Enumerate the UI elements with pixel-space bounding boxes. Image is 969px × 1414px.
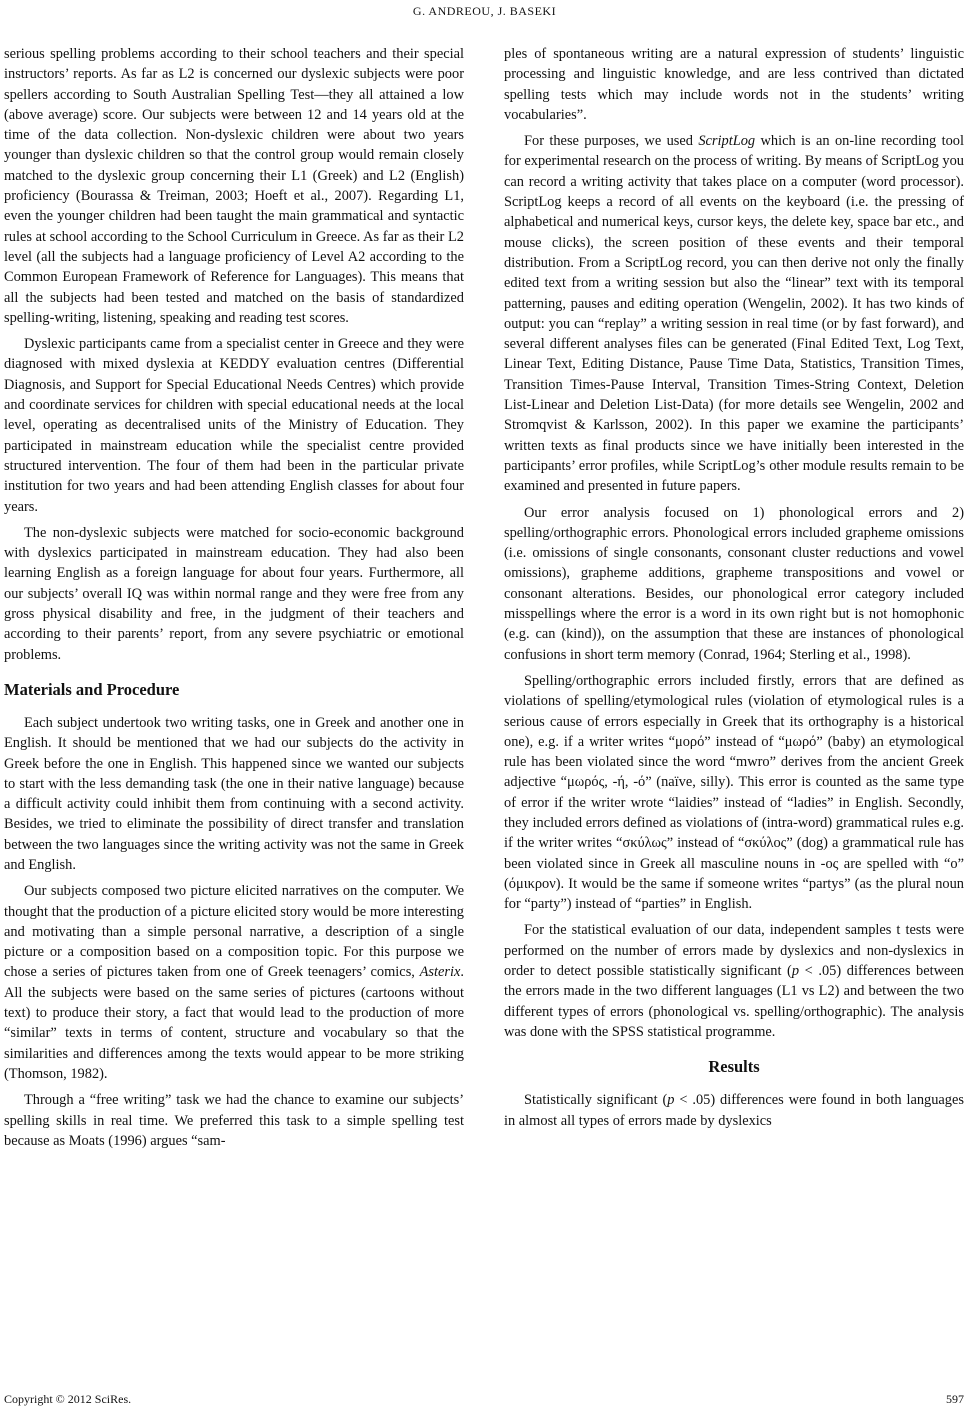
text-run: < .05) differences were found in both languages in almost all types of errors made by dyslexics: [504, 1092, 964, 1129]
paragraph: ples of spontaneous writing are a natural expression of students’ linguistic processing and linguistic knowledge, and are less contrived than dictated spelling tests which may include words not in the students’ writing vocabularies”.: [504, 46, 964, 123]
right-column: [504, 44, 964, 1137]
paragraph: [4, 881, 464, 1084]
page-footer: [4, 1392, 964, 1407]
copyright-notice: Copyright © 2012 SciRes.: [4, 1392, 132, 1406]
paragraph: [504, 920, 964, 1042]
section-heading-materials: Materials and Procedure: [4, 679, 180, 699]
text-run: < .05) differences between the errors made in the two different languages (L1 vs L2) and between the two different types of errors (phonological vs. spelling/orthographic). The analysis was done with the SPSS statistical programme.: [504, 963, 964, 1040]
paragraph: Each subject undertook two writing tasks, one in Greek and another one in English. It should be mentioned that we had our subjects do the activity in Greek before the one in English. This happened since we wanted our subjects to start with the less demanding task (the one in their native language) because a difficult activity could inhibit them from continuing with a second activity. Besides, we tried to eliminate the possibility of direct transfer and translation between the two languages since the writing activity was not the same in Greek and English.: [4, 714, 464, 873]
paragraph: Dyslexic participants came from a specialist center in Greece and they were diagnosed with mixed dyslexia at KEDDY evaluation centres (Differential Diagnosis, and Support for Special Educational Needs Centres) which provide and coordinate services for children with special educational needs at the local level, operating as decentralised units of the Ministry of Education. They participated in mainstream education while the specialist centre provided structured intervention. The four of them had been in the particular private institution for two years and had been attending English classes for about four years.: [4, 336, 464, 515]
text-run: For these purposes, we used: [524, 133, 699, 150]
italic-text: p: [667, 1092, 675, 1109]
italic-text: ScriptLog: [698, 133, 756, 150]
paragraph: Spelling/orthographic errors included firstly, errors that are defined as violations of spelling/etymological rules (violation of etymological rules is a serious cause of errors especially in Greek that its orthography is a historical one), e.g. if a writer writes “μορό” instead of “μωρό” (baby) an etymological rule has been violated since the word “mwro” derives from the ancient Greek adjective “μωρός, -ή, -ό” (naïve, silly). This error is counted as the same type of error if the writer wrote “laidies” instead of “ladies” in English. Secondly, they included errors defined as violations of (intra-word) grammatical rules e.g. if the writer writes “σκύλως” instead of “σκύλος” (dog) a grammatical rule has been violated since in Greek all masculine nouns in -ος are spelled with “ο” (όμικρον). It would be the same if someone writes “partys” (as the plural noun for “party”) instead of “parties” in English.: [504, 672, 964, 913]
italic-text: Asterix: [419, 964, 461, 981]
text-run: For the statistical evaluation of our data, independent samples t tests were performed on the number of errors made by dyslexics and non-dyslexics in order to detect possible statistically significant (: [504, 922, 964, 980]
italic-text: p: [791, 963, 800, 980]
left-column: [4, 44, 464, 1157]
section-heading-results: Results: [708, 1057, 760, 1077]
paragraph: [504, 1090, 964, 1131]
paragraph: The non-dyslexic subjects were matched for socio-economic background with dyslexics participated in mainstream education. They had also been learning English as a foreign language for about four years. Furthermore, all our subjects’ overall IQ was within normal range and they were free from any gross physical disability and free, in the judgment of their teachers and according to their parents’ report, from any severe psychiatric or emotional problems.: [4, 524, 464, 663]
paragraph: serious spelling problems according to their school teachers and their special instructors’ reports. As far as L2 is concerned our dyslexic subjects were poor spellers according to South Australian Spelling Test—they all attained a low (above average) score. Our subjects were between 12 and 14 years old at the time of the data collection. Non-dyslexic children were about two years younger than dyslexic children so that the control group would remain closely matched to the dyslexic group concerning their L1 (Greek) and L2 (English) proficiency (Bourassa & Treiman, 2003; Hoeft et al., 2007). Regarding L1, even the younger children had been taught the main grammatical and syntactic rules at school according to the School Curriculum in Greece. As far as their L2 level (all the subjects had a language proficiency of Level A2 according to the Common European Framework of Reference for Languages). This means that all the subjects had been tested and matched on the basis of standardized spelling-writing, listening, speaking and reading test scores.: [4, 46, 464, 326]
running-head: G. ANDREOU, J. BASEKI: [412, 4, 557, 18]
text-run: Statistically significant (: [524, 1092, 668, 1109]
paragraph: Through a “free writing” task we had the chance to examine our subjects’ spelling skills in real time. We preferred this task to a simple spelling test because as Moats (1996) argues “sam-: [4, 1092, 464, 1149]
text-run: . All the subjects were based on the same series of pictures (cartoons without text) to produce their story, a fact that would lead to the production of more “similar” texts in terms of content, structure and vocabulary so that the similarities and differences among the texts would appear to be more striking (Thomson, 1982).: [4, 964, 464, 1082]
page-number: 597: [946, 1392, 964, 1406]
text-run: Our subjects composed two picture elicited narratives on the computer. We thought that the production of a picture elicited story would be more interesting and motivating than a simple personal narrative, a description of a single picture or a composition based on a composition topic. For this purpose we chose a series of pictures taken from one of Greek teenagers’ comics,: [4, 883, 464, 981]
paragraph: [504, 131, 964, 496]
text-run: which is an on-line recording tool for experimental research on the process of writing. By means of ScriptLog you can record a writing activity that takes place on a computer (word processor). ScriptLog keeps a record of all events on the keyboard (i.e. the pressing of alphabetical and numerical keys, cursor keys, the delete key, space bar etc., and mouse clicks), the screen position of these events and their temporal distribution. From a ScriptLog record, you can then derive not only the finally edited text from a writing session but also the “linear” text with its temporal patterning, pauses and editing operation (Wengelin, 2002). It has two kinds of output: you can “replay” a writing session in real time (or by fast forward), and several different analyses files can be generated (Final Edited Text, Log Text, Linear Text, Editing Distance, Pause Time Data, Statistics, Transition Times, Transition Times-Pause Interval, Transition Times-String Context, Deletion List-Linear and Deletion List-Data) (for more details see Wengelin, 2002 and Stromqvist & Karlsson, 2002). In this paper we examine the participants’ written texts as final products since we have initially been interested in the participants’ error profiles, while ScriptLog’s other module results remain to be examined and presented in future papers.: [504, 133, 964, 495]
paragraph: Our error analysis focused on 1) phonological errors and 2) spelling/orthographic errors. Phonological errors included grapheme omissions (i.e. omissions of single consonants, consonant cluster reductions and vowel omissions), grapheme additions, grapheme transpositions and vowel or consonant alterations. Besides, our phonological error category included misspellings where the error is a word in its own right but is not homophonic (e.g. can (kind)), on the assumption that these are instances of phonological confusions in short term memory (Conrad, 1964; Sterling et al., 1998).: [504, 504, 964, 663]
